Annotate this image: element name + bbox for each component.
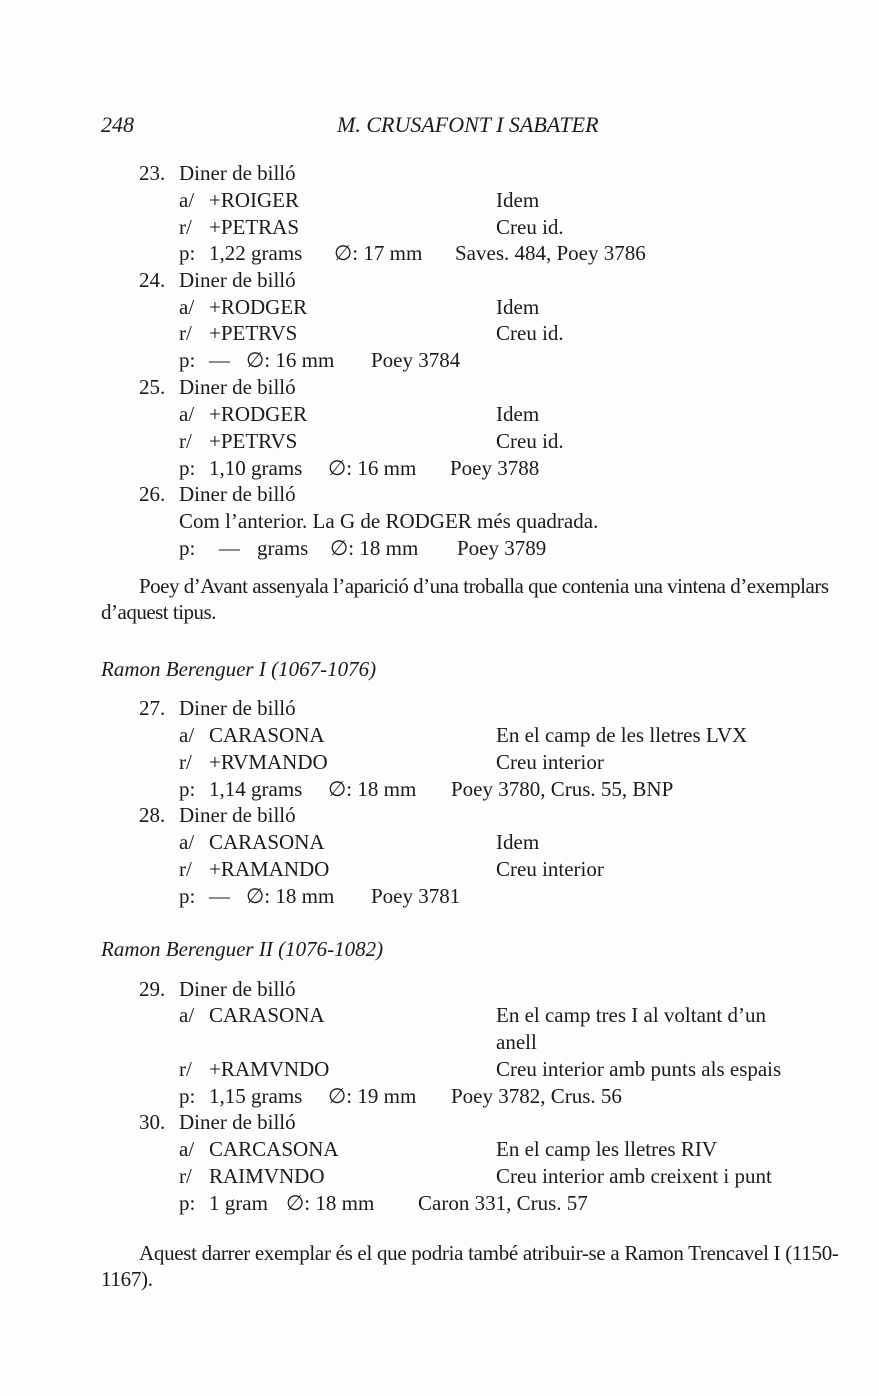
weight-value: grams	[257, 536, 309, 560]
reverse-label: r/	[179, 857, 192, 881]
catalogue-reference: Saves. 484, Poey 3786	[455, 241, 646, 265]
obverse-legend: +ROIGER	[209, 188, 300, 212]
entry-note: Com l’anterior. La G de RODGER més quadrada.	[179, 509, 599, 533]
diameter-value: ∅: 18 mm	[330, 536, 419, 560]
reverse-label: r/	[179, 1164, 192, 1188]
obverse-legend: +RODGER	[209, 295, 308, 319]
body-paragraph: Poey d’Avant assenyala l’aparició d’una troballa que contenia una vintena d’exemplars d’aquest tipus.	[101, 574, 829, 624]
reverse-description: Creu interior amb creixent i punt	[496, 1164, 772, 1188]
weight-value: 1,14 grams	[209, 777, 303, 801]
weight-value: —	[209, 884, 230, 908]
weight-label: p:	[179, 348, 196, 372]
body-paragraph: Aquest darrer exemplar és el que podria també atribuir-se a Ramon Trencavel I (1150-1167).	[101, 1241, 839, 1291]
catalogue-reference: Poey 3784	[371, 348, 461, 372]
diameter-value: ∅: 18 mm	[246, 884, 335, 908]
reverse-label: r/	[179, 750, 192, 774]
obverse-description: Idem	[496, 295, 540, 319]
obverse-description: En el camp tres I al voltant d’un	[496, 1003, 766, 1027]
entry-title: Diner de billó	[179, 696, 296, 720]
obverse-label: a/	[179, 188, 195, 212]
weight-label: p:	[179, 1084, 196, 1108]
weight-label: p:	[179, 1191, 196, 1215]
diameter-value: ∅: 17 mm	[334, 241, 423, 265]
obverse-label: a/	[179, 723, 195, 747]
reverse-label: r/	[179, 1057, 192, 1081]
obverse-label: a/	[179, 1137, 195, 1161]
entry-number: 30.	[139, 1110, 166, 1134]
page-number: 248	[101, 112, 134, 137]
reverse-label: r/	[179, 429, 192, 453]
catalogue-reference: Caron 331, Crus. 57	[418, 1191, 588, 1215]
obverse-label: a/	[179, 402, 195, 426]
reverse-legend: +RAMVNDO	[209, 1057, 330, 1081]
weight-value: 1,10 grams	[209, 456, 303, 480]
reverse-description: Creu id.	[496, 215, 564, 239]
entry-number: 28.	[139, 803, 166, 827]
section-heading: Ramon Berenguer I (1067-1076)	[101, 657, 377, 681]
entry-number: 27.	[139, 696, 166, 720]
weight-value: 1 gram	[209, 1191, 268, 1215]
entry-title: Diner de billó	[179, 977, 296, 1001]
obverse-legend: CARASONA	[209, 723, 325, 747]
reverse-legend: +PETRAS	[209, 215, 300, 239]
obverse-label: a/	[179, 1003, 195, 1027]
obverse-description: Idem	[496, 188, 540, 212]
catalogue-reference: Poey 3780, Crus. 55, BNP	[451, 777, 674, 801]
weight-dash: —	[219, 536, 240, 560]
entry-number: 24.	[139, 268, 166, 292]
obverse-label: a/	[179, 830, 195, 854]
weight-label: p:	[179, 241, 196, 265]
reverse-description: Creu id.	[496, 429, 564, 453]
reverse-legend: +RVMANDO	[209, 750, 328, 774]
catalogue-reference: Poey 3788	[450, 456, 540, 480]
obverse-legend: CARCASONA	[209, 1137, 339, 1161]
obverse-description: En el camp les lletres RIV	[496, 1137, 718, 1161]
obverse-description: En el camp de les lletres LVX	[496, 723, 748, 747]
obverse-description: Idem	[496, 402, 540, 426]
entry-title: Diner de billó	[179, 375, 296, 399]
entry-number: 25.	[139, 375, 166, 399]
catalogue-reference: Poey 3789	[457, 536, 547, 560]
reverse-description: Creu interior	[496, 857, 604, 881]
entry-title: Diner de billó	[179, 803, 296, 827]
diameter-value: ∅: 18 mm	[286, 1191, 375, 1215]
catalogue-reference: Poey 3781	[371, 884, 461, 908]
weight-value: 1,22 grams	[209, 241, 303, 265]
entry-title: Diner de billó	[179, 268, 296, 292]
entry-title: Diner de billó	[179, 161, 296, 185]
entry-title: Diner de billó	[179, 1110, 296, 1134]
obverse-description-continued: anell	[496, 1030, 537, 1054]
section-heading: Ramon Berenguer II (1076-1082)	[101, 937, 384, 961]
weight-value: —	[209, 348, 230, 372]
reverse-label: r/	[179, 215, 192, 239]
diameter-value: ∅: 19 mm	[328, 1084, 417, 1108]
reverse-legend: RAIMVNDO	[209, 1164, 325, 1188]
entry-title: Diner de billó	[179, 482, 296, 506]
obverse-legend: +RODGER	[209, 402, 308, 426]
catalogue-reference: Poey 3782, Crus. 56	[451, 1084, 622, 1108]
diameter-value: ∅: 16 mm	[328, 456, 417, 480]
reverse-description: Creu interior amb punts als espais	[496, 1057, 782, 1081]
obverse-legend: CARASONA	[209, 1003, 325, 1027]
reverse-legend: +RAMANDO	[209, 857, 330, 881]
entry-number: 23.	[139, 161, 166, 185]
weight-label: p:	[179, 777, 196, 801]
reverse-description: Creu interior	[496, 750, 604, 774]
reverse-description: Creu id.	[496, 321, 564, 345]
reverse-legend: +PETRVS	[209, 321, 298, 345]
obverse-label: a/	[179, 295, 195, 319]
diameter-value: ∅: 16 mm	[246, 348, 335, 372]
diameter-value: ∅: 18 mm	[328, 777, 417, 801]
weight-label: p:	[179, 456, 196, 480]
obverse-description: Idem	[496, 830, 540, 854]
weight-label: p:	[179, 884, 196, 908]
entry-number: 29.	[139, 977, 166, 1001]
reverse-label: r/	[179, 321, 192, 345]
weight-value: 1,15 grams	[209, 1084, 303, 1108]
weight-label: p:	[179, 536, 196, 560]
running-title: M. CRUSAFONT I SABATER	[337, 112, 599, 137]
entry-number: 26.	[139, 482, 166, 506]
reverse-legend: +PETRVS	[209, 429, 298, 453]
obverse-legend: CARASONA	[209, 830, 325, 854]
